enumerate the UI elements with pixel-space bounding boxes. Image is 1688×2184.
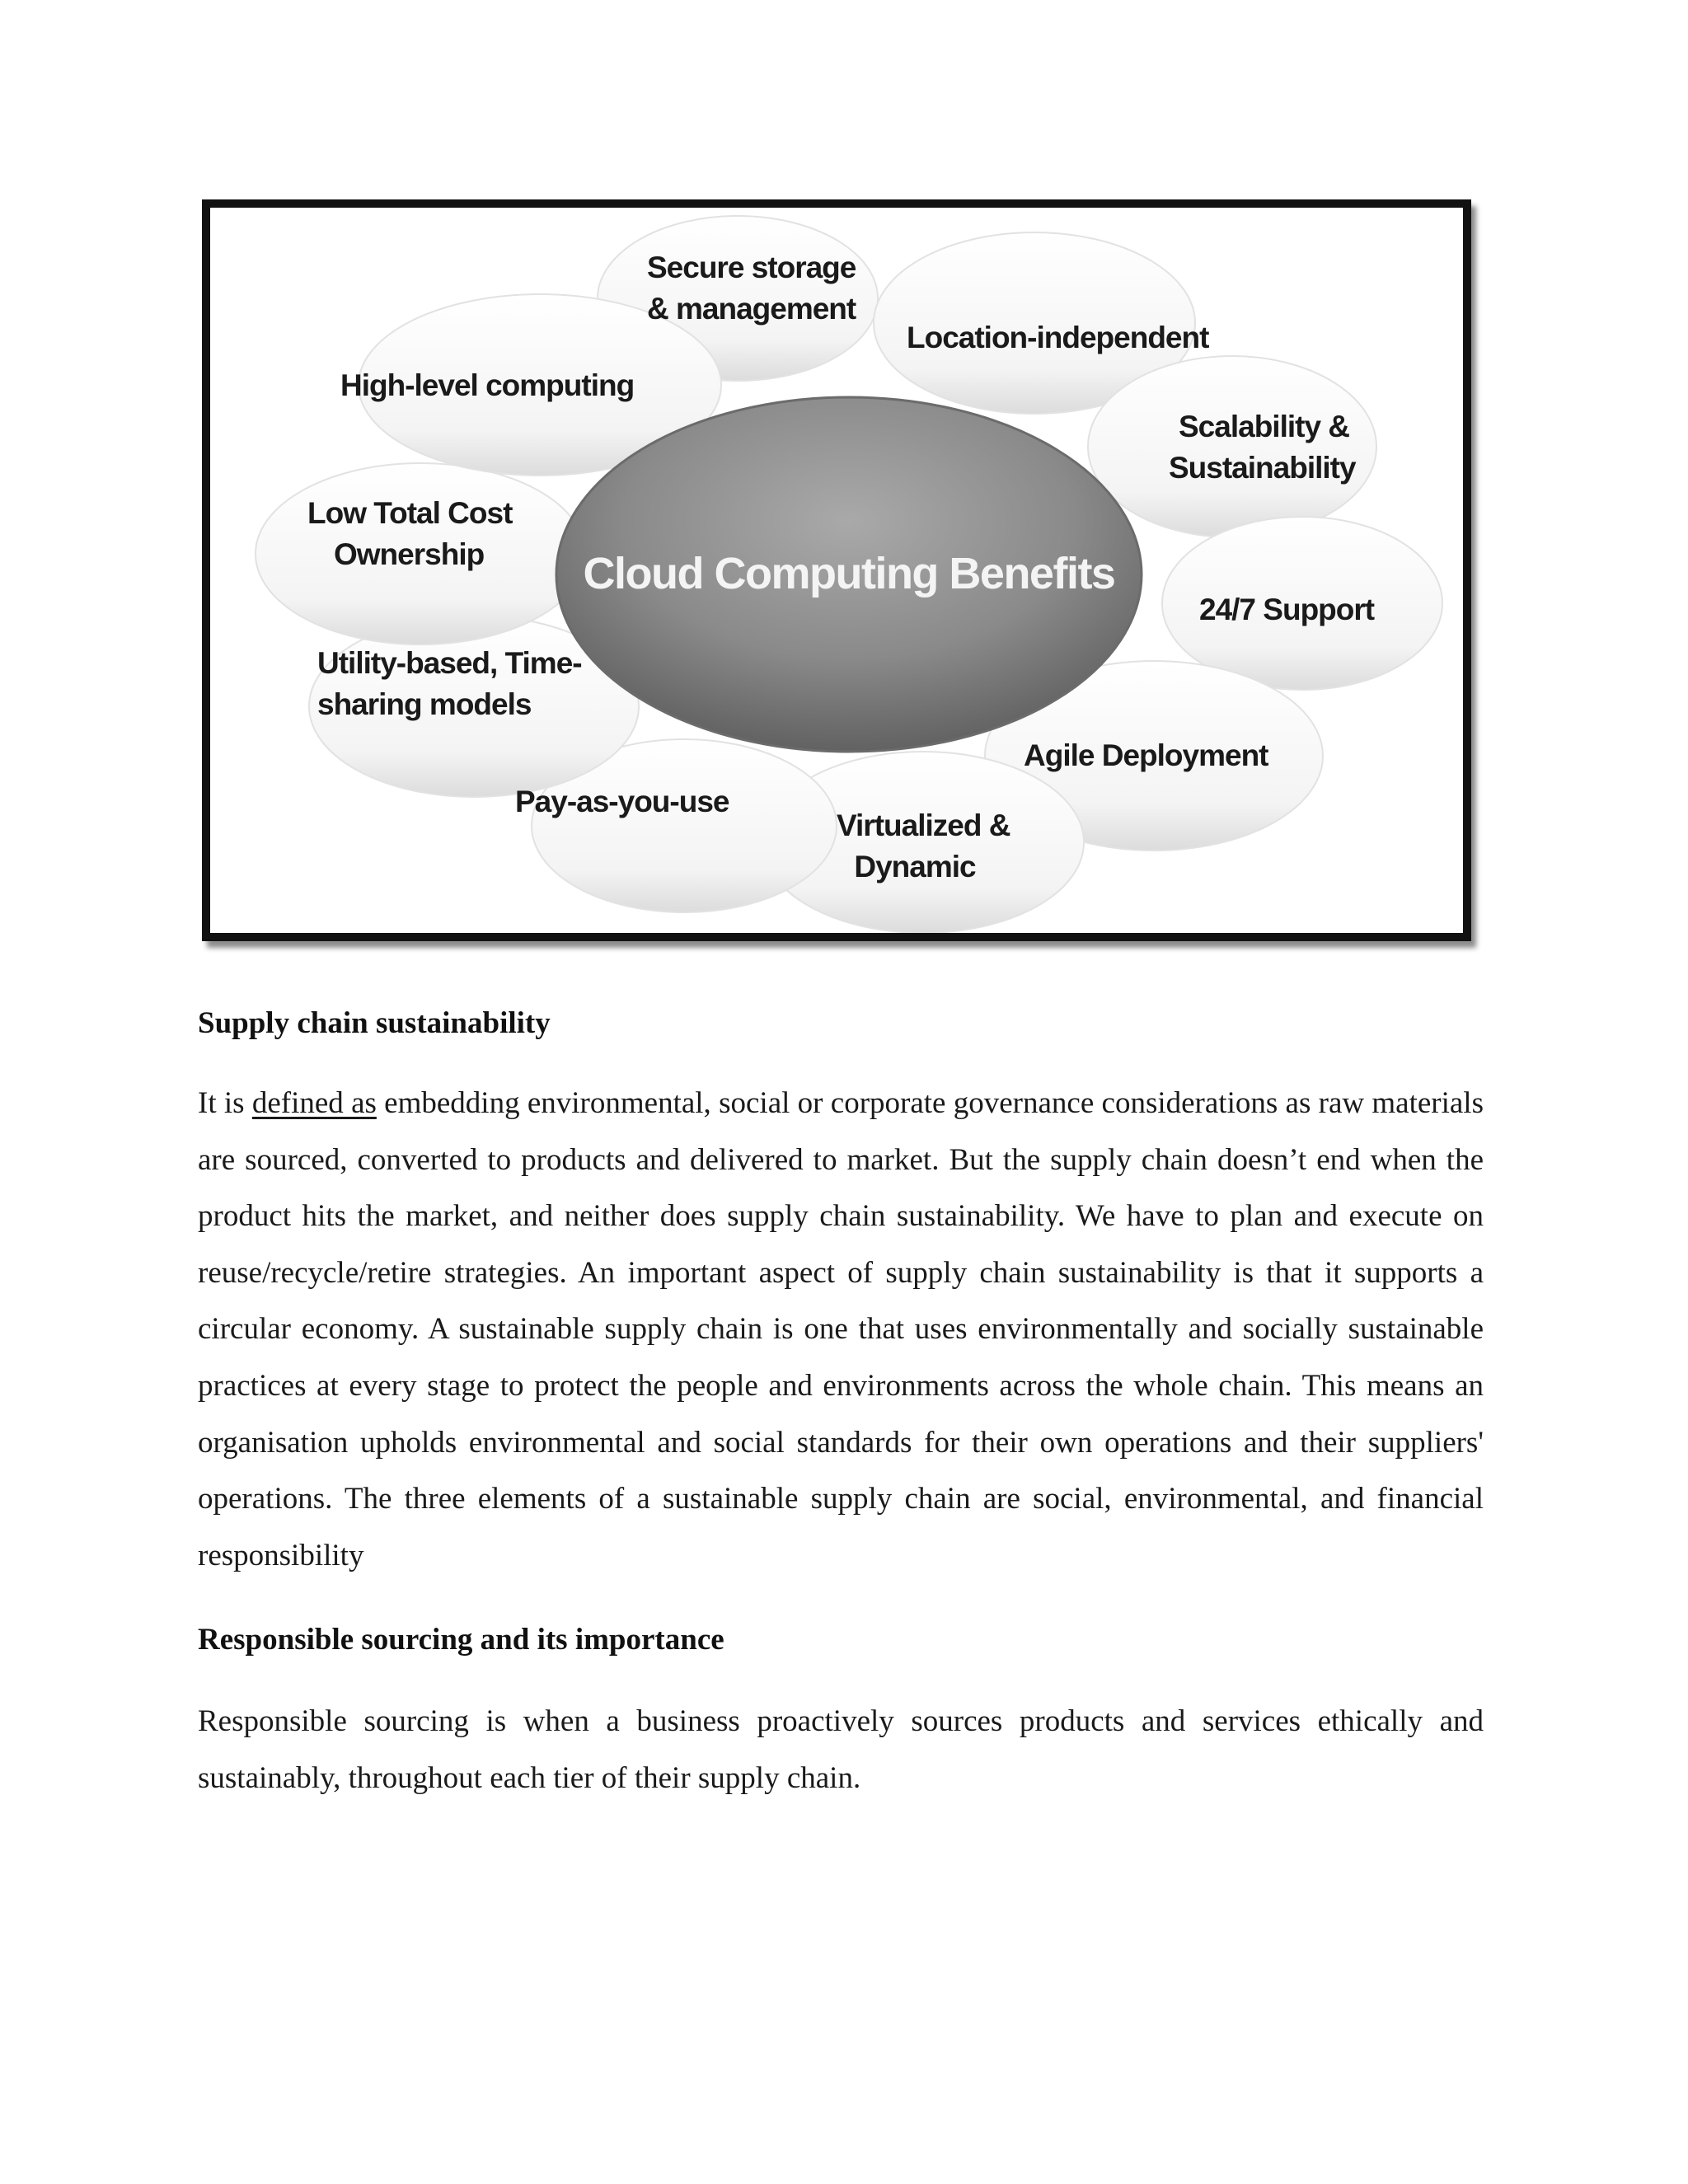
label-secure-storage-1: Secure storage [647,251,856,284]
benefits-diagram [210,208,1463,933]
section-heading-supply-chain: Supply chain sustainability [198,1006,551,1040]
paragraph-body: embedding environmental, social or corporate governance considerations as raw materials are sourced, converted to products and delivered to market. But the supply chain doesn’t end when the product hits the market, and neither does supply chain sustainability. We have to plan and execute on reuse/recycle/retire strategies. An important aspect of supply chain sustainability is that it supports a circular economy. A sustainable supply chain is one that uses environmentally and socially sustainable practices at every stage to protect the people and environments across the whole chain. This means an organisation upholds environmental and social standards for their own operations and their suppliers' operations. The three elements of a sustainable supply chain are social, environmental, and financial responsibility [198,1086,1484,1572]
center-label: Cloud Computing Benefits [583,549,1115,598]
label-scalability-2: Sustainability [1169,451,1356,485]
label-pay-as-you-use: Pay-as-you-use [515,785,729,818]
supply-chain-paragraph [198,1076,1484,1584]
section-heading-responsible-sourcing: Responsible sourcing and its importance [198,1623,724,1657]
label-secure-storage-2: & management [647,292,856,326]
petal-scalability [1088,356,1376,537]
label-high-level: High-level computing [340,368,635,402]
label-agile-deployment: Agile Deployment [1024,738,1268,772]
label-low-total-cost-2: Ownership [334,537,485,571]
responsible-sourcing-paragraph: Responsible sourcing is when a business proactively sources products and services ethically and sustainably, throughout each tier of their supply chain. [198,1704,1484,1795]
label-scalability-1: Scalability & [1179,410,1350,443]
defined-as-link[interactable]: defined as [251,1086,377,1120]
label-utility-based-2: sharing models [317,687,532,721]
label-location-independent: Location-independent [907,321,1209,354]
label-virtualized-2: Dynamic [854,850,976,883]
paragraph-intro: It is [198,1086,252,1120]
label-support: 24/7 Support [1199,593,1375,626]
cloud-computing-benefits-figure [202,199,1471,941]
label-low-total-cost-1: Low Total Cost [307,496,513,530]
label-virtualized-1: Virtualized & [837,808,1010,842]
label-utility-based-1: Utility-based, Time- [317,646,582,680]
